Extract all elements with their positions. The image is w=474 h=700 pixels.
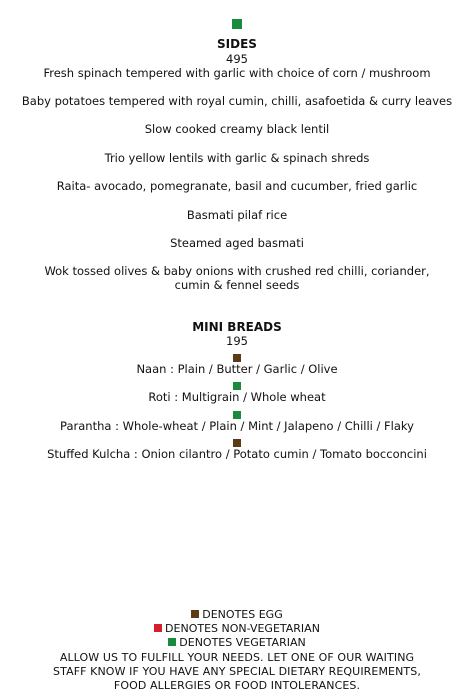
- non-veg-marker-icon: [154, 624, 162, 632]
- legend-egg: [0, 608, 474, 621]
- sides-price: 495: [226, 52, 248, 66]
- legend-non-vegetarian: [0, 622, 474, 635]
- bread-item: Roti : Multigrain / Whole wheat: [148, 390, 326, 404]
- legend-vegetarian: [0, 636, 474, 649]
- bread-egg-marker-row: [0, 438, 474, 447]
- veg-marker-icon: [168, 638, 176, 646]
- dietary-note-line: ALLOW US TO FULFILL YOUR NEEDS. LET ONE OF OUR WAITING: [59, 651, 415, 664]
- breads-price: 195: [226, 334, 248, 348]
- sides-heading: SIDES: [217, 37, 257, 51]
- bread-item: Stuffed Kulcha : Onion cilantro / Potato cumin / Tomato bocconcini: [47, 447, 427, 461]
- veg-marker-icon: [233, 411, 241, 419]
- sides-item: Steamed aged basmati: [170, 236, 304, 250]
- dietary-note-line: STAFF KNOW IF YOU HAVE ANY SPECIAL DIETARY REQUIREMENTS,: [53, 665, 421, 678]
- sides-item: Slow cooked creamy black lentil: [144, 122, 330, 136]
- sides-veg-marker-row: [0, 14, 474, 33]
- sides-item: Wok tossed olives & baby onions with crushed red chilli, coriander,: [44, 264, 430, 278]
- bread-item: Naan : Plain / Butter / Garlic / Olive: [136, 362, 338, 376]
- veg-marker-icon: [232, 19, 242, 29]
- sides-item: Raita- avocado, pomegranate, basil and cucumber, fried garlic: [56, 179, 418, 193]
- dietary-note-line: FOOD ALLERGIES OR FOOD INTOLERANCES.: [113, 679, 361, 692]
- bread-egg-marker-row: [0, 353, 474, 362]
- sides-item: Fresh spinach tempered with garlic with choice of corn / mushroom: [43, 66, 431, 80]
- egg-marker-icon: [233, 439, 241, 447]
- sides-item-continued: cumin & fennel seeds: [174, 278, 300, 292]
- sides-item: Trio yellow lentils with garlic & spinach shreds: [104, 151, 370, 165]
- sides-item: Baby potatoes tempered with royal cumin, chilli, asafoetida & curry leaves: [21, 94, 453, 108]
- egg-marker-icon: [191, 610, 199, 618]
- bread-veg-marker-row: [0, 410, 474, 419]
- legend-label: DENOTES NON-VEGETARIAN: [165, 622, 320, 635]
- sides-item: Basmati pilaf rice: [186, 208, 288, 222]
- bread-item: Parantha : Whole-wheat / Plain / Mint / Jalapeno / Chilli / Flaky: [60, 419, 414, 433]
- legend-label: DENOTES VEGETARIAN: [179, 636, 306, 649]
- egg-marker-icon: [233, 354, 241, 362]
- veg-marker-icon: [233, 382, 241, 390]
- bread-veg-marker-row: [0, 381, 474, 390]
- breads-heading: MINI BREADS: [192, 320, 282, 334]
- legend-label: DENOTES EGG: [202, 608, 283, 621]
